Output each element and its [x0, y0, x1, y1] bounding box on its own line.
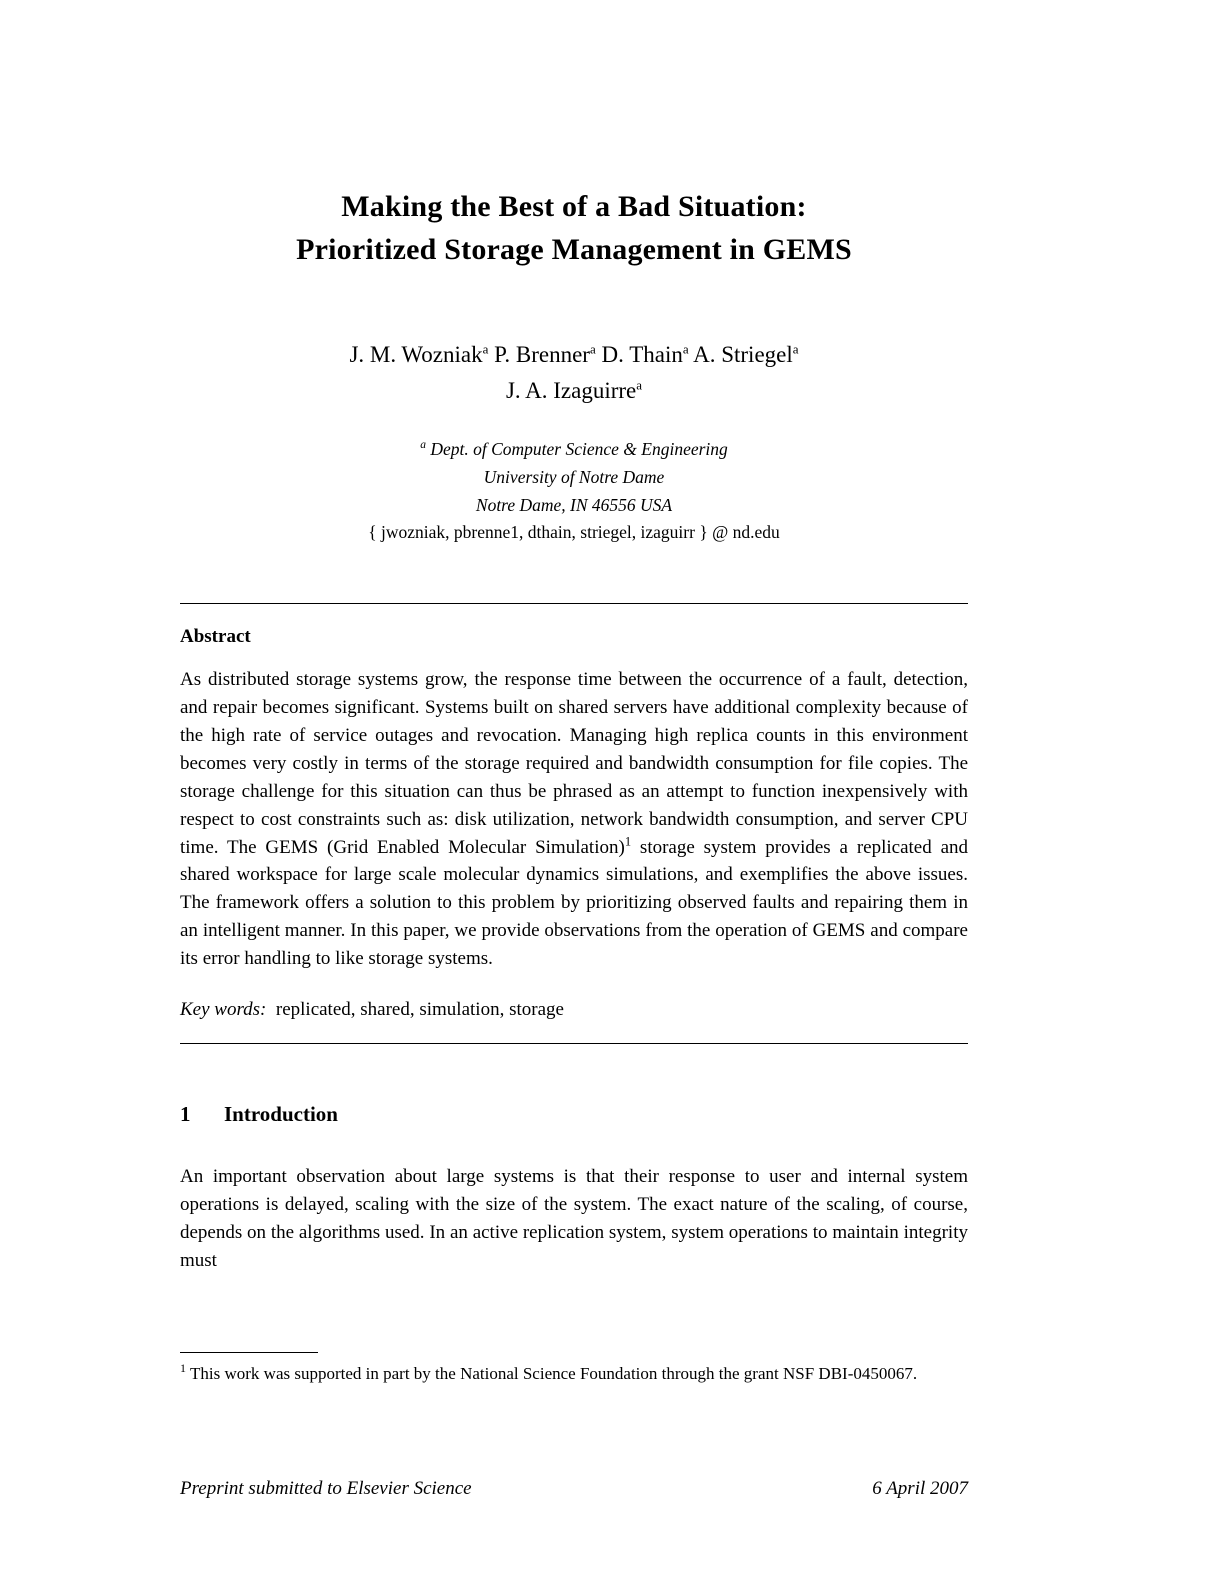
abstract-bottom-rule [180, 1043, 968, 1044]
author-wozniak: J. M. Wozniak [349, 342, 483, 368]
affiliation-line-3: Notre Dame, IN 46556 USA [475, 494, 673, 515]
author-affil-mark: a [682, 341, 689, 357]
abstract-heading: Abstract [180, 626, 251, 648]
footnote-marker: 1 [180, 1361, 186, 1376]
author-list [180, 337, 968, 408]
affiliation-line-1 [180, 436, 968, 464]
abstract-text [180, 666, 968, 973]
abstract-part-2: storage system provides a replicated and shared workspace for large scale molecular dynamics simulations, and exemplifies the above issues. The framework offers a solution to this problem by prioritizing observed faults and repairing them in an intelligent manner. In this paper, we provide observations from the operation of GEMS and compare its error handling to like storage systems. [180, 836, 969, 970]
author-striegel: A. Striegel [693, 342, 793, 368]
affiliation-email: { jwozniak, pbrenne1, dthain, striegel, izaguirr } @ nd.edu [368, 522, 780, 543]
abstract-top-rule [180, 603, 968, 604]
footer-left: Preprint submitted to Elsevier Science [180, 1478, 472, 1499]
author-affil-mark: a [636, 377, 643, 393]
author-affil-mark: a [589, 341, 596, 357]
affiliation-block [180, 436, 968, 547]
page-footer [180, 1478, 968, 1500]
author-izaguirre: J. A. Izaguirre [505, 377, 637, 403]
author-brenner: P. Brenner [494, 342, 590, 368]
footnote-block [180, 1352, 968, 1387]
paper-content [180, 0, 968, 1275]
abstract-part-1: As distributed storage systems grow, the response time between the occurrence of a fault, detection, and repair becomes significant. Systems built on shared servers have additional complexity because of the high rate of service outages and revocation. Managing high replica counts in this environment becomes very costly in terms of the storage required and bandwidth consumption for file copies. The storage challenge for this situation can thus be phrased as an attempt to function inexpensively with respect to cost constraints such as: disk utilization, network bandwidth consumption, and server CPU time. The GEMS (Grid Enabled Molecular Simulation) [180, 669, 968, 858]
title-line-2: Prioritized Storage Management in GEMS [296, 232, 852, 266]
author-thain: D. Thain [601, 342, 683, 368]
keywords-label: Key words: [180, 999, 267, 1021]
title-line-1: Making the Best of a Bad Situation: [341, 190, 807, 223]
author-affil-mark: a [482, 341, 489, 357]
introduction-paragraph: An important observation about large systems is that their response to user and internal system operations is delayed, scaling with the size of the system. The exact nature of the scaling, of course, depends on the algorithms used. In an active replication system, system operations to maintain integrity must [180, 1166, 968, 1271]
keywords [180, 999, 968, 1021]
author-affil-mark: a [792, 341, 799, 357]
abstract-footnote-marker: 1 [624, 834, 632, 849]
affiliation-dept: Dept. of Computer Science & Engineering [430, 439, 728, 460]
footnote-rule [180, 1352, 318, 1353]
page-title [180, 186, 968, 271]
section-number: 1 [180, 1102, 191, 1127]
footnote-text: This work was supported in part by the National Science Foundation through the grant NSF DBI-0450067. [190, 1364, 918, 1383]
footer-right: 6 April 2007 [872, 1478, 968, 1499]
affiliation-mark: a [420, 439, 426, 452]
section-title: Introduction [224, 1102, 338, 1127]
footnote-text-row [180, 1362, 968, 1387]
section-heading-introduction [180, 1102, 968, 1127]
author-row-2 [180, 373, 968, 409]
affiliation-line-2: University of Notre Dame [483, 467, 665, 488]
keywords-value: replicated, shared, simulation, storage [275, 999, 564, 1021]
